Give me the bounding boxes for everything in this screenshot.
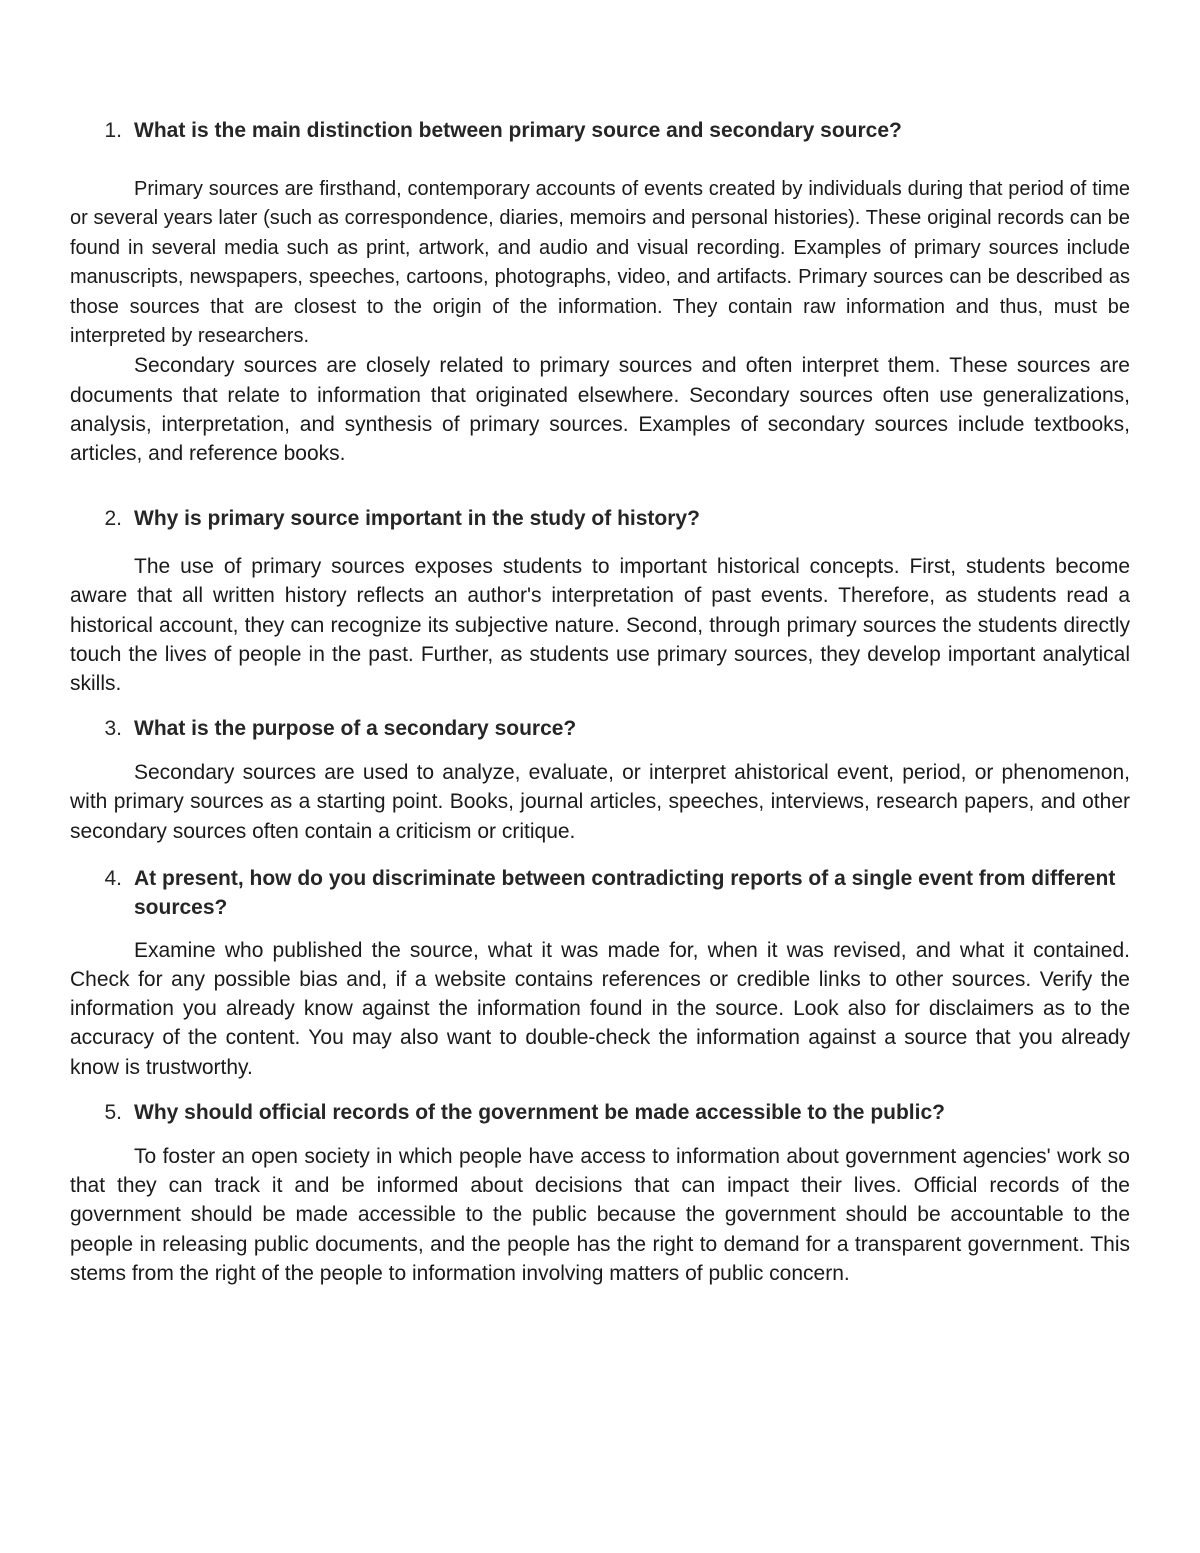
question-number: 4. — [104, 866, 122, 890]
question-item-3 — [70, 714, 1130, 846]
answer-paragraph: Secondary sources are closely related to primary sources and often interpret them. These sources are documents that relate to information that originated elsewhere. Secondary sources often use generalizations, analysis, interpretation, and synthesis of primary sources. Examples of secondary sources include textbooks, articles, and reference books. — [70, 354, 1130, 466]
question-number: 2. — [104, 507, 122, 531]
answer-paragraph: Examine who published the source, what it was made for, when it was revised, and what it contained. Check for any possible bias and, if a website contains references or credible links to other sources. Verify the information you already know against the information found in the source. Look also for disclaimers as to the accuracy of the content. You may also want to double-check the information against a source that you already know is trustworthy. — [70, 938, 1130, 1079]
question-heading — [70, 116, 1130, 145]
question-heading — [70, 1098, 1130, 1127]
answer-body — [70, 758, 1130, 846]
answer-body — [70, 552, 1130, 698]
question-number: 3. — [104, 717, 122, 741]
answer-paragraph: Secondary sources are used to analyze, evaluate, or interpret ahistorical event, period, or phenomenon, with primary sources as a starting point. Books, journal articles, speeches, interviews, research papers, and other secondary sources often contain a criticism or critique. — [70, 761, 1130, 843]
question-heading — [70, 504, 1130, 533]
question-heading — [70, 714, 1130, 743]
question-number: 1. — [104, 119, 122, 142]
answer-paragraph: The use of primary sources exposes students to important historical concepts. First, students become aware that all written history reflects an author's interpretation of past events. Therefore, as students read a historical account, they can recognize its subjective nature. Second, through primary sources the students directly touch the lives of people in the past. Further, as students use primary sources, they develop important analytical skills. — [70, 555, 1130, 696]
question-text: What is the purpose of a secondary source? — [134, 717, 577, 741]
question-item-2 — [70, 504, 1130, 698]
question-item-4 — [70, 864, 1130, 1082]
question-text: What is the main distinction between primary source and secondary source? — [134, 119, 902, 142]
answer-body — [70, 1142, 1130, 1288]
question-number: 5. — [104, 1100, 122, 1124]
question-text: At present, how do you discriminate between contradicting reports of a single event from different sources? — [134, 866, 1116, 919]
question-heading — [70, 864, 1130, 922]
question-item-5 — [70, 1098, 1130, 1288]
answer-paragraph: To foster an open society in which people have access to information about government agencies' work so that they can track it and be informed about decisions that can impact their lives. Official records of the government should be made accessible to the public because the government should be accountable to the people in releasing public documents, and the people has the right to demand for a transparent government. This stems from the right of the people to information involving matters of public concern. — [70, 1144, 1130, 1285]
question-text: Why is primary source important in the study of history? — [134, 507, 700, 531]
question-text: Why should official records of the government be made accessible to the public? — [134, 1100, 945, 1124]
answer-body — [70, 936, 1130, 1082]
answer-paragraph: Primary sources are firsthand, contemporary accounts of events created by individuals during that period of time or several years later (such as correspondence, diaries, memoirs and personal histories). These original records can be found in several media such as print, artwork, and audio and visual recording. Examples of primary sources include manuscripts, newspapers, speeches, cartoons, photographs, video, and artifacts. Primary sources can be described as those sources that are closest to the origin of the information. They contain raw information and thus, must be interpreted by researchers. — [70, 178, 1130, 348]
question-item-1 — [70, 116, 1130, 468]
answer-body — [70, 175, 1130, 468]
